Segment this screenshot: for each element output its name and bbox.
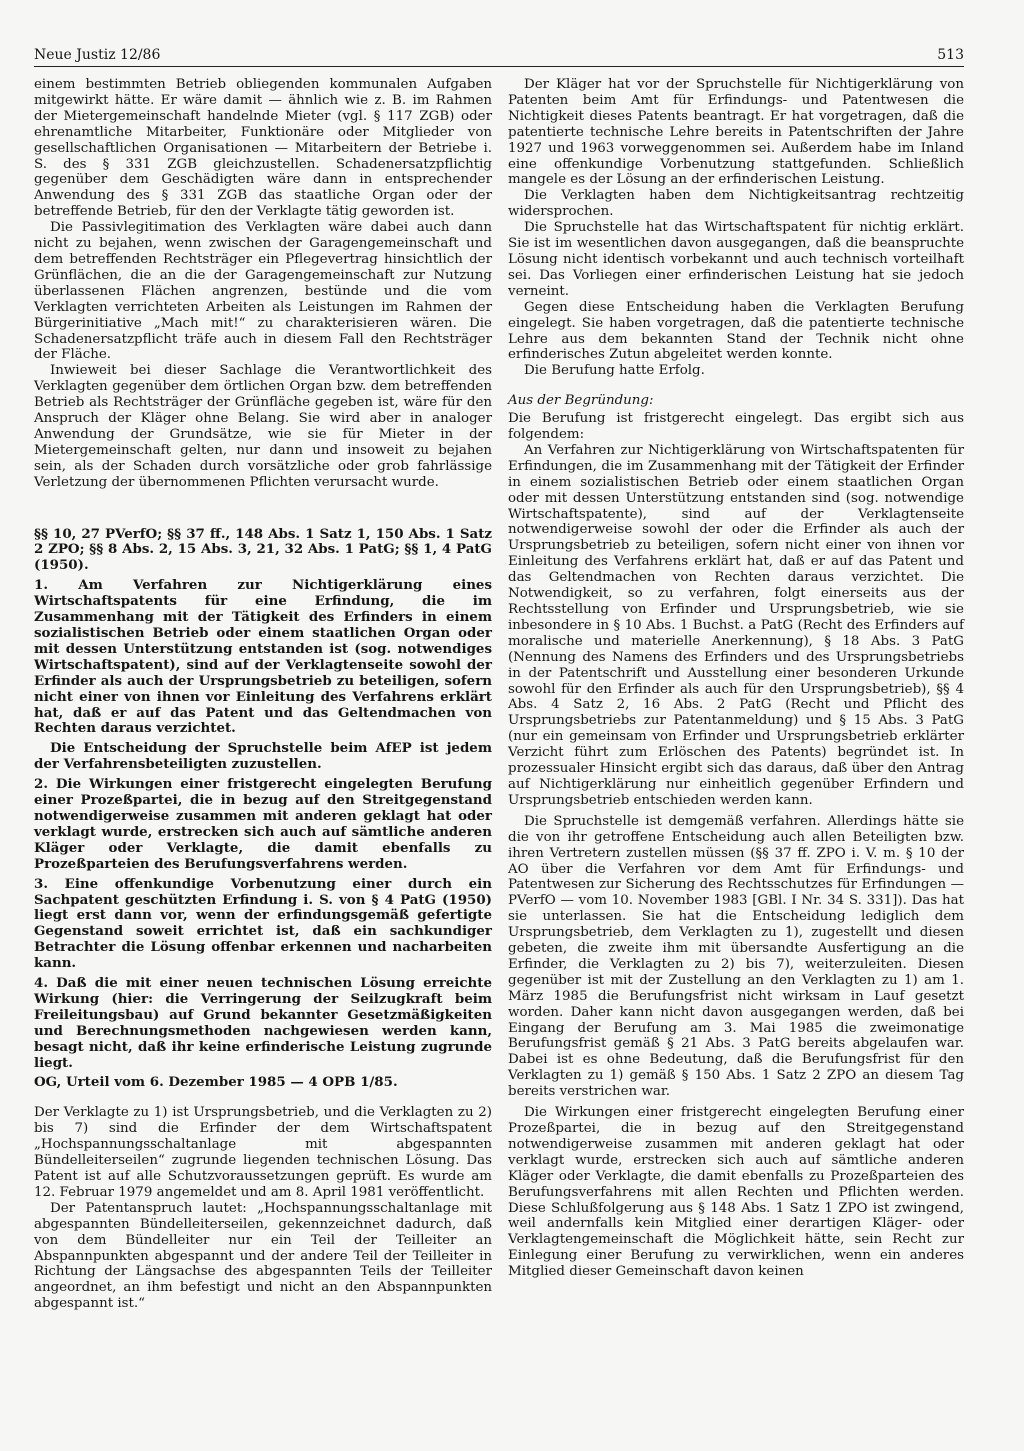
paragraph: Gegen diese Entscheidung haben die Verklagten Berufung eingelegt. Sie haben vorgetragen, daß die patentierte technische Lehre aus dem bekannten Stand der Technik nicht ohne erfinderisches Zutun abgeleitet werden konnte. [508,299,964,363]
headnote-rule-1: 1. Am Verfahren zur Nichtigerklärung eines Wirtschaftspatents für eine Erfindung, die im Zusammenhang mit der Tätigkeit des Erfinders in einem sozialistischen Betrieb oder einem staatlichen Organ oder mit dessen Unterstützung entstanden ist (sog. notwendiges Wirtschaftspatent), sind auf der Verklagtenseite sowohl der Erfinder als auch der Ursprungsbetrieb zu beteiligen, sofern nicht einer von ihnen vor Einleitung des Verfahrens erklärt hat, daß er auf das Patent und das Geltendmachen von Rechten daraus verzichtet. [34,577,492,737]
headnote [34,527,492,1092]
paragraph: Die Passivlegitimation des Verklagten wäre dabei auch dann nicht zu bejahen, wenn zwischen der Garagengemeinschaft und dem betreffenden Rechtsträger ein Pflegevertrag hinsichtlich der Grünflächen, die an die der Garagengemeinschaft zur Nutzung überlassenen Flächen angrenzen, bestünde und die vom Verklagten verrichteten Arbeiten als Leistungen im Rahmen der Bürgerinitiative „Mach mit!“ zu charakterisieren wären. Die Schadenersatzpflicht träfe auch in diesem Fall den Rechtsträger der Fläche. [34,220,492,363]
journal-issue: Neue Justiz 12/86 [34,47,161,63]
headnote-rule-1b: Die Entscheidung der Spruchstelle beim AfEP ist jedem der Verfahrensbeteiligten zuzustellen. [34,740,492,773]
paragraph: Der Verklagte zu 1) ist Ursprungsbetrieb, und die Verklagten zu 2) bis 7) sind die Erfinder der dem Wirtschaftspatent „Hochspannungsschaltanlage mit abgespannten Bündelleiterseilen“ zugrunde liegenden technischen Lösung. Das Patent ist auf alle Schutzvoraussetzungen geprüft. Es wurde am 12. Februar 1979 angemeldet und am 8. April 1981 veröffentlicht. [34,1105,492,1200]
paragraph: einem bestimmten Betrieb obliegenden kommunalen Aufgaben mitgewirkt hätte. Er wäre damit — ähnlich wie z. B. im Rahmen der Mietergemeinschaft handelnde Mieter (vgl. § 117 ZGB) oder ehrenamtliche Mitarbeiter, Funktionäre oder Mitglieder von gesellschaftlichen Organisationen — Mitarbeitern der Betriebe i. S. des § 331 ZGB gleichzustellen. Schadenersatzpflichtig gegenüber dem Geschädigten wäre dann in entsprechender Anwendung des § 331 ZGB das staatliche Organ oder der betreffende Betrieb, für den der Verklagte tätig geworden ist. [34,77,492,220]
court-decision-line: OG, Urteil vom 6. Dezember 1985 — 4 OPB 1/85. [34,1074,398,1091]
paragraph: Der Kläger hat vor der Spruchstelle für Nichtigerklärung von Patenten beim Amt für Erfindungs- und Patentwesen die Nichtigkeit dieses Patents beantragt. Er hat vorgetragen, daß die patentierte technische Lehre bereits in Patentschriften der Jahre 1927 und 1963 vorweggenommen sei. Außerdem habe im Inland eine offenkundige Vorbenutzung stattgefunden. Schließlich mangele es der Lösung an der erfinderischen Leistung. [508,77,964,188]
paragraph: Die Spruchstelle hat das Wirtschaftspatent für nichtig erklärt. Sie ist im wesentlichen davon ausgegangen, daß die beanspruchte Lösung nicht identisch vorbekannt und auch technisch vorteilhaft sei. Das Vorliegen einer erfinderischen Leistung hat sie jedoch verneint. [508,220,964,299]
statute-citation: §§ 10, 27 PVerfO; §§ 37 ff., 148 Abs. 1 Satz 1, 150 Abs. 1 Satz 2 ZPO; §§ 8 Abs. 2, 15 Abs. 3, 21, 32 Abs. 1 PatG; §§ 1, 4 PatG (1950). [34,525,492,574]
headnote-rule-4: 4. Daß die mit einer neuen technischen Lösung erreichte Wirkung (hier: die Verringerung der Seilzugkraft beim Freileitungsbau) auf Grund bekannter Gesetzmäßigkeiten und Berechnungsmethoden nachgewiesen werden kann, besagt nicht, daß ihr keine erfinderische Leistung zugrunde liegt. [34,975,492,1071]
page-header [34,44,964,67]
paragraph: Die Verklagten haben dem Nichtigkeitsantrag rechtzeitig widersprochen. [508,188,964,220]
headnote-rule-2: 2. Die Wirkungen einer fristgerecht eingelegten Berufung einer Prozeßpartei, die in bezug auf den Streitgegenstand notwendigerweise zusammen mit anderen geklagt hat oder verklagt wurde, erstrecken sich auch auf sämtliche anderen Kläger oder Verklagte, die damit ebenfalls zu Prozeßparteien des Berufungsverfahrens werden. [34,776,492,872]
section-heading: Aus der Begründung: [508,393,654,409]
paragraph: Die Berufung ist fristgerecht eingelegt. Das ergibt sich aus folgendem: [508,411,964,443]
paragraph: Der Patentanspruch lautet: „Hochspannungsschaltanlage mit abgespannten Bündelleiterseilen, gekennzeichnet dadurch, daß von dem Bündelleiter nur ein Teil der Teilleiter an Abspannpunkten abgespannt und der andere Teil der Teilleiter in Richtung der Längsachse des abgespannten Teils der Teilleiter angeordnet, an ihm befestigt und nicht an den Abspannpunkten abgespannt ist.“ [34,1200,492,1312]
headnote-rule-3: 3. Eine offenkundige Vorbenutzung einer durch ein Sachpatent geschützten Erfindung i. S. von § 4 PatG (1950) liegt erst dann vor, wenn der erfindungsgemäß gefertigte Gegenstand soweit errichtet ist, daß ein sachkundiger Betrachter die Lösung offenbar erkennen und nacharbeiten kann. [34,875,492,972]
page-number: 513 [937,47,964,63]
left-column [34,77,492,1312]
paragraph: Die Berufung hatte Erfolg. [524,363,705,379]
paragraph: Die Spruchstelle ist demgemäß verfahren. Allerdings hätte sie die von ihr getroffene Entscheidung auch allen Beteiligten bzw. ihren Vertretern zustellen müssen (§§ 37 ff. ZPO i. V. m. § 10 der AO über die Verfahren vor dem Amt für Erfindungs- und Patentwesen zur Sicherung des Rechtsschutzes für Erfindungen — PVerfO — vom 10. November 1983 [GBl. I Nr. 34 S. 331]). Das hat sie unterlassen. Sie hat die Entscheidung lediglich dem Ursprungsbetrieb, dem Verklagten zu 1), zugestellt und diesen gebeten, die zweite ihm mit übersandte Ausfertigung an die Erfinder, die Verklagten zu 2) bis 7), weiterzuleiten. Diesen gegenüber ist mit der Zustellung an den Verklagten zu 1) am 1. März 1985 die Berufungsfrist nicht wirksam in Lauf gesetzt worden. Daher kann nicht davon ausgegangen werden, daß bei Eingang der Berufung am 3. Mai 1985 die zweimonatige Berufungsfrist gemäß § 21 Abs. 3 PatG bereits abgelaufen war. Dabei ist es ohne Bedeutung, daß die Berufungsfrist für den Verklagten zu 1) gemäß § 150 Abs. 1 Satz 2 ZPO an diesem Tag bereits verstrichen war. [508,813,964,1100]
paragraph: Inwieweit bei dieser Sachlage die Verantwortlichkeit des Verklagten gegenüber dem örtlichen Organ bzw. dem betreffenden Betrieb als Rechtsträger der Grünfläche gegeben ist, wäre für den Anspruch der Kläger ohne Belang. Sie wird aber in analoger Anwendung der Grundsätze, wie sie für Mieter in der Mietergemeinschaft gelten, nur dann und insoweit zu bejahen sein, als der Schaden durch vorsätzliche oder grob fahrlässige Verletzung der übernommenen Pflichten verursacht wurde. [34,363,492,490]
paragraph: An Verfahren zur Nichtigerklärung von Wirtschaftspatenten für Erfindungen, die im Zusammenhang mit der Tätigkeit der Erfinder in einem sozialistischen Betrieb oder einem staatlichen Organ oder mit dessen Unterstützung entstanden sind (sog. notwendige Wirtschaftspatente), sind auf der Verklagtenseite notwendigerweise sowohl der oder die Erfinder als auch der Ursprungsbetrieb zu beteiligen, sofern nicht einer von ihnen vor Einleitung des Verfahrens erklärt hat, daß er auf das Patent und das Geltendmachen von Rechten daraus verzichtet. Die Notwendigkeit, so zu verfahren, folgt einerseits aus der Rechtsstellung von Erfinder und Ursprungsbetrieb, wie sie inbesondere in § 10 Abs. 1 Buchst. a PatG (Recht des Erfinders auf moralische und materielle Anerkennung), § 18 Abs. 3 PatG (Nennung des Namens des Erfinders und des Ursprungsbetriebs in der Patentschrift und Ausstellung einer besonderen Urkunde sowohl für den Erfinder als auch für den Ursprungsbetrieb), §§ 4 Abs. 4 Satz 2, 16 Abs. 2 PatG (Recht und Pflicht des Ursprungsbetriebs zur Patentanmeldung) und § 15 Abs. 3 PatG (nur ein gemeinsam von Erfinder und Ursprungsbetrieb erklärter Verzicht führt zum Erlöschen des Patents) begründet ist. In prozessualer Hinsicht ergibt sich das daraus, daß über den Antrag auf Nichtigerklärung nur einheitlich gegenüber Erfindern und Ursprungsbetrieb entschieden werden kann. [508,442,964,808]
paragraph: Die Wirkungen einer fristgerecht eingelegten Berufung einer Prozeßpartei, die in bezug auf den Streitgegenstand notwendigerweise zusammen mit anderen geklagt hat oder verklagt wurde, erstrecken sich auch auf sämtliche anderen Kläger oder Verklagte, die damit ebenfalls zu Prozeßparteien des Berufungsverfahrens mit allen Rechten und Pflichten werden. Diese Schlußfolgerung aus § 148 Abs. 1 Satz 1 ZPO ist zwingend, weil andernfalls kein Mitglied einer derartigen Kläger- oder Verklagtengemeinschaft die Möglichkeit hätte, sein Recht zur Einlegung einer Berufung zu verwirklichen, wenn ein anderes Mitglied dieser Gemeinschaft davon keinen [508,1105,964,1280]
right-column [508,77,964,1280]
